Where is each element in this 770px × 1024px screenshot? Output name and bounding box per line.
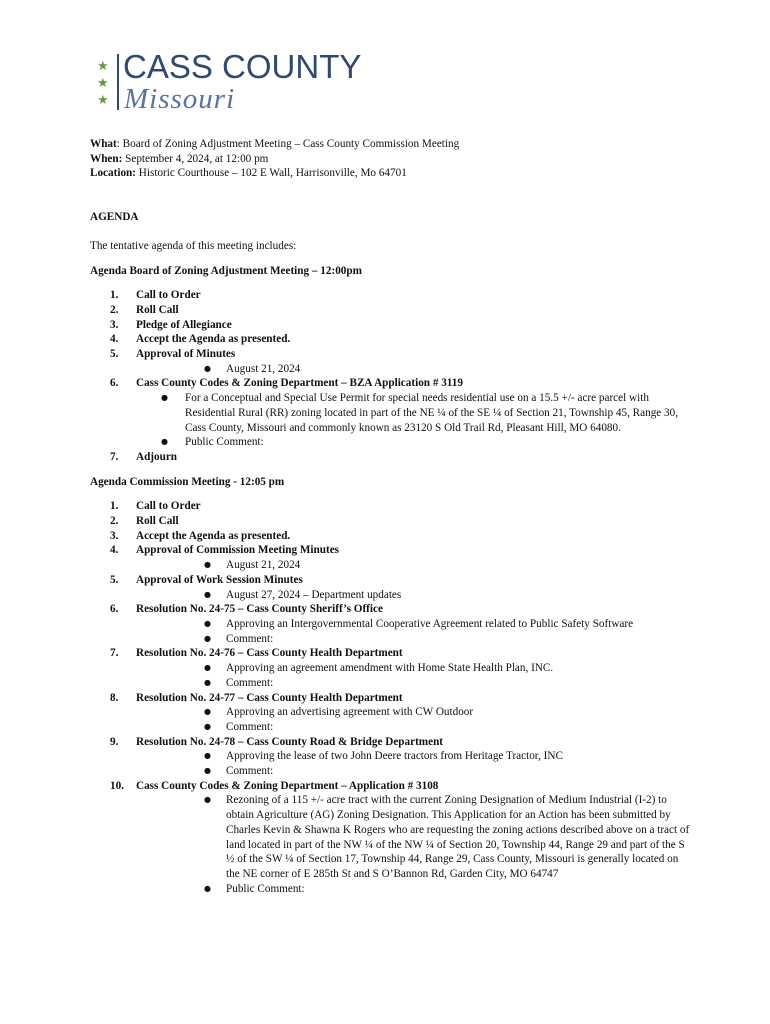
agenda-item: [90, 529, 690, 544]
section1-title: Agenda Board of Zoning Adjustment Meeting – 12:00pm: [90, 264, 362, 277]
agenda-item: [90, 347, 690, 376]
star-icon: ★: [97, 76, 109, 91]
logo-stars: [97, 58, 111, 109]
item-number: 3.: [110, 318, 119, 331]
bullet-icon: ●: [204, 677, 211, 687]
sub-list: [136, 558, 690, 573]
agenda-item: [90, 288, 690, 303]
meta-what: [90, 137, 690, 152]
item-number: 3.: [110, 529, 119, 542]
item-number: 5.: [110, 348, 119, 361]
bullet-icon: ●: [204, 751, 211, 761]
bullet-icon: ●: [204, 883, 211, 893]
sub-item: [136, 676, 690, 691]
sub-item: [136, 749, 690, 764]
meta-when: [90, 152, 690, 167]
item-label: Accept the Agenda as presented.: [136, 333, 291, 346]
agenda-heading: AGENDA: [90, 211, 139, 224]
sub-item: [136, 793, 690, 881]
sub-item: [136, 661, 690, 676]
item-number: 4.: [110, 544, 119, 557]
agenda-item: [90, 514, 690, 529]
sub-list: [136, 362, 690, 377]
item-label: Approval of Minutes: [136, 348, 236, 361]
meta-value: September 4, 2024, at 12:00 pm: [122, 152, 269, 165]
agenda-item: [90, 376, 690, 450]
meta-sep: :: [116, 138, 120, 150]
item-number: 7.: [110, 450, 119, 463]
item-number: 2.: [110, 303, 119, 316]
agenda-item: [90, 779, 690, 897]
bullet-icon: ●: [204, 766, 211, 776]
sub-item-text: Public Comment:: [226, 882, 305, 895]
bullet-icon: ●: [204, 560, 211, 570]
sub-item: [136, 391, 690, 435]
sub-item: [136, 632, 690, 647]
item-label: Pledge of Allegiance: [136, 318, 232, 331]
agenda-item: [90, 691, 690, 735]
sub-item-text: Approving an advertising agreement with CW Outdoor: [226, 706, 474, 719]
star-icon: ★: [97, 93, 109, 108]
sub-item-text: Comment:: [226, 765, 274, 778]
sub-item: [136, 764, 690, 779]
bullet-icon: ●: [161, 393, 168, 403]
cass-county-logo: [97, 48, 397, 115]
agenda-item: [90, 450, 690, 465]
meeting-info: [90, 137, 690, 181]
sub-list: [136, 793, 690, 896]
section1-list: [90, 288, 690, 464]
item-number: 1.: [110, 500, 119, 513]
agenda-item: [90, 573, 690, 602]
bullet-icon: ●: [204, 618, 211, 628]
star-icon: ★: [97, 59, 109, 74]
bullet-icon: ●: [204, 633, 211, 643]
sub-item-text: August 27, 2024 – Department updates: [226, 588, 402, 601]
section2-list: [90, 499, 690, 896]
sub-item-text: Comment:: [226, 632, 274, 645]
agenda-item: [90, 646, 690, 690]
sub-item: [136, 362, 690, 377]
item-number: 8.: [110, 691, 119, 704]
sub-item: [136, 588, 690, 603]
item-label: Cass County Codes & Zoning Department – BZA Application # 3119: [136, 377, 463, 390]
bullet-icon: ●: [161, 437, 168, 447]
item-number: 7.: [110, 647, 119, 660]
meta-label: Location:: [90, 167, 136, 180]
item-label: Accept the Agenda as presented.: [136, 529, 291, 542]
bullet-icon: ●: [204, 589, 211, 599]
meta-location: [90, 166, 690, 181]
logo-line2: Missouri: [124, 83, 236, 115]
meta-value: Board of Zoning Adjustment Meeting – Cass County Commission Meeting: [119, 138, 460, 150]
item-number: 2.: [110, 515, 119, 528]
sub-item-text: Approving an Intergovernmental Cooperative Agreement related to Public Safety Software: [226, 617, 634, 630]
agenda-item: [90, 332, 690, 347]
sub-item-text: August 21, 2024: [226, 362, 301, 375]
agenda-item: [90, 735, 690, 779]
section2-title: Agenda Commission Meeting - 12:05 pm: [90, 475, 285, 488]
sub-item: [136, 435, 690, 450]
item-label: Resolution No. 24-75 – Cass County Sheriff’s Office: [136, 603, 383, 616]
item-label: Roll Call: [136, 515, 179, 528]
item-label: Call to Order: [136, 289, 201, 302]
item-number: 9.: [110, 735, 119, 748]
sub-list: [136, 588, 690, 603]
item-label: Approval of Commission Meeting Minutes: [136, 544, 340, 557]
sub-item-text: August 21, 2024: [226, 559, 301, 572]
sub-item-text: Comment:: [226, 720, 274, 733]
item-number: 6.: [110, 603, 119, 616]
sub-list: [136, 617, 690, 646]
item-label: Adjourn: [136, 450, 178, 463]
item-number: 4.: [110, 333, 119, 346]
sub-item: [136, 720, 690, 735]
sub-list: [136, 661, 690, 690]
item-label: Call to Order: [136, 500, 201, 513]
bullet-icon: ●: [204, 363, 211, 373]
agenda-item: [90, 499, 690, 514]
agenda-item: [90, 303, 690, 318]
meta-value: Historic Courthouse – 102 E Wall, Harrisonville, Mo 64701: [136, 167, 407, 180]
item-label: Cass County Codes & Zoning Department – Application # 3108: [136, 779, 439, 792]
agenda-item: [90, 602, 690, 646]
sub-item-text: Comment:: [226, 676, 274, 689]
sub-list: [136, 705, 690, 734]
sub-list: [136, 749, 690, 778]
meta-label: When:: [90, 152, 123, 165]
agenda-item: [90, 543, 690, 572]
document-body: [90, 137, 690, 896]
meta-label: What: [90, 138, 117, 150]
sub-item-text: Approving an agreement amendment with Home State Health Plan, INC.: [226, 662, 554, 675]
sub-item: [136, 558, 690, 573]
sub-item-text: Public Comment:: [185, 436, 264, 449]
item-label: Approval of Work Session Minutes: [136, 573, 303, 586]
sub-item: [136, 882, 690, 897]
agenda-intro: The tentative agenda of this meeting includes:: [90, 239, 297, 252]
agenda-item: [90, 318, 690, 333]
sub-list: [136, 391, 690, 450]
sub-item-text: Rezoning of a 115 +/- acre tract with the current Zoning Designation of Medium Industrial (I-2) to obtain Agriculture (AG) Zoning Designation. This Application for an Action has been submitted by Charles Kevin & Shawna K Rogers who are requesting the zoning actions described above on a tract of land located in part of the NW ¼ of the NW ¼ of Section 20, Township 44, Range 29 and part of the S ½ of the SW ¼ of Section 17, Township 44, Range 29, Cass County, Missouri is generally located on the NE corner of E 285th St and S O’Bannon Rd, Garden City, MO 64747: [226, 794, 690, 880]
item-label: Roll Call: [136, 303, 179, 316]
sub-item-text: Approving the lease of two John Deere tractors from Heritage Tractor, INC: [226, 750, 563, 763]
bullet-icon: ●: [204, 795, 211, 805]
bullet-icon: ●: [204, 663, 211, 673]
sub-item: [136, 617, 690, 632]
item-number: 10.: [110, 779, 124, 792]
item-number: 1.: [110, 289, 119, 302]
sub-item-text: For a Conceptual and Special Use Permit for special needs residential use on a 15.5 +/- acre parcel with Residential Rural (RR) zoning located in part of the NE ¼ of the SE ¼ of Section 21, Township 45, Range 30, Cass County, Missouri and commonly known as 23120 S Old Trail Rd, Pleasant Hill, MO 64080.: [185, 392, 679, 434]
sub-item: [136, 705, 690, 720]
item-label: Resolution No. 24-76 – Cass County Health Department: [136, 647, 403, 660]
bullet-icon: ●: [204, 721, 211, 731]
item-label: Resolution No. 24-77 – Cass County Health Department: [136, 691, 403, 704]
item-label: Resolution No. 24-78 – Cass County Road & Bridge Department: [136, 735, 444, 748]
logo-line1: CASS COUNTY: [123, 48, 362, 85]
bullet-icon: ●: [204, 707, 211, 717]
logo-divider: [117, 54, 119, 110]
item-number: 5.: [110, 573, 119, 586]
item-number: 6.: [110, 377, 119, 390]
